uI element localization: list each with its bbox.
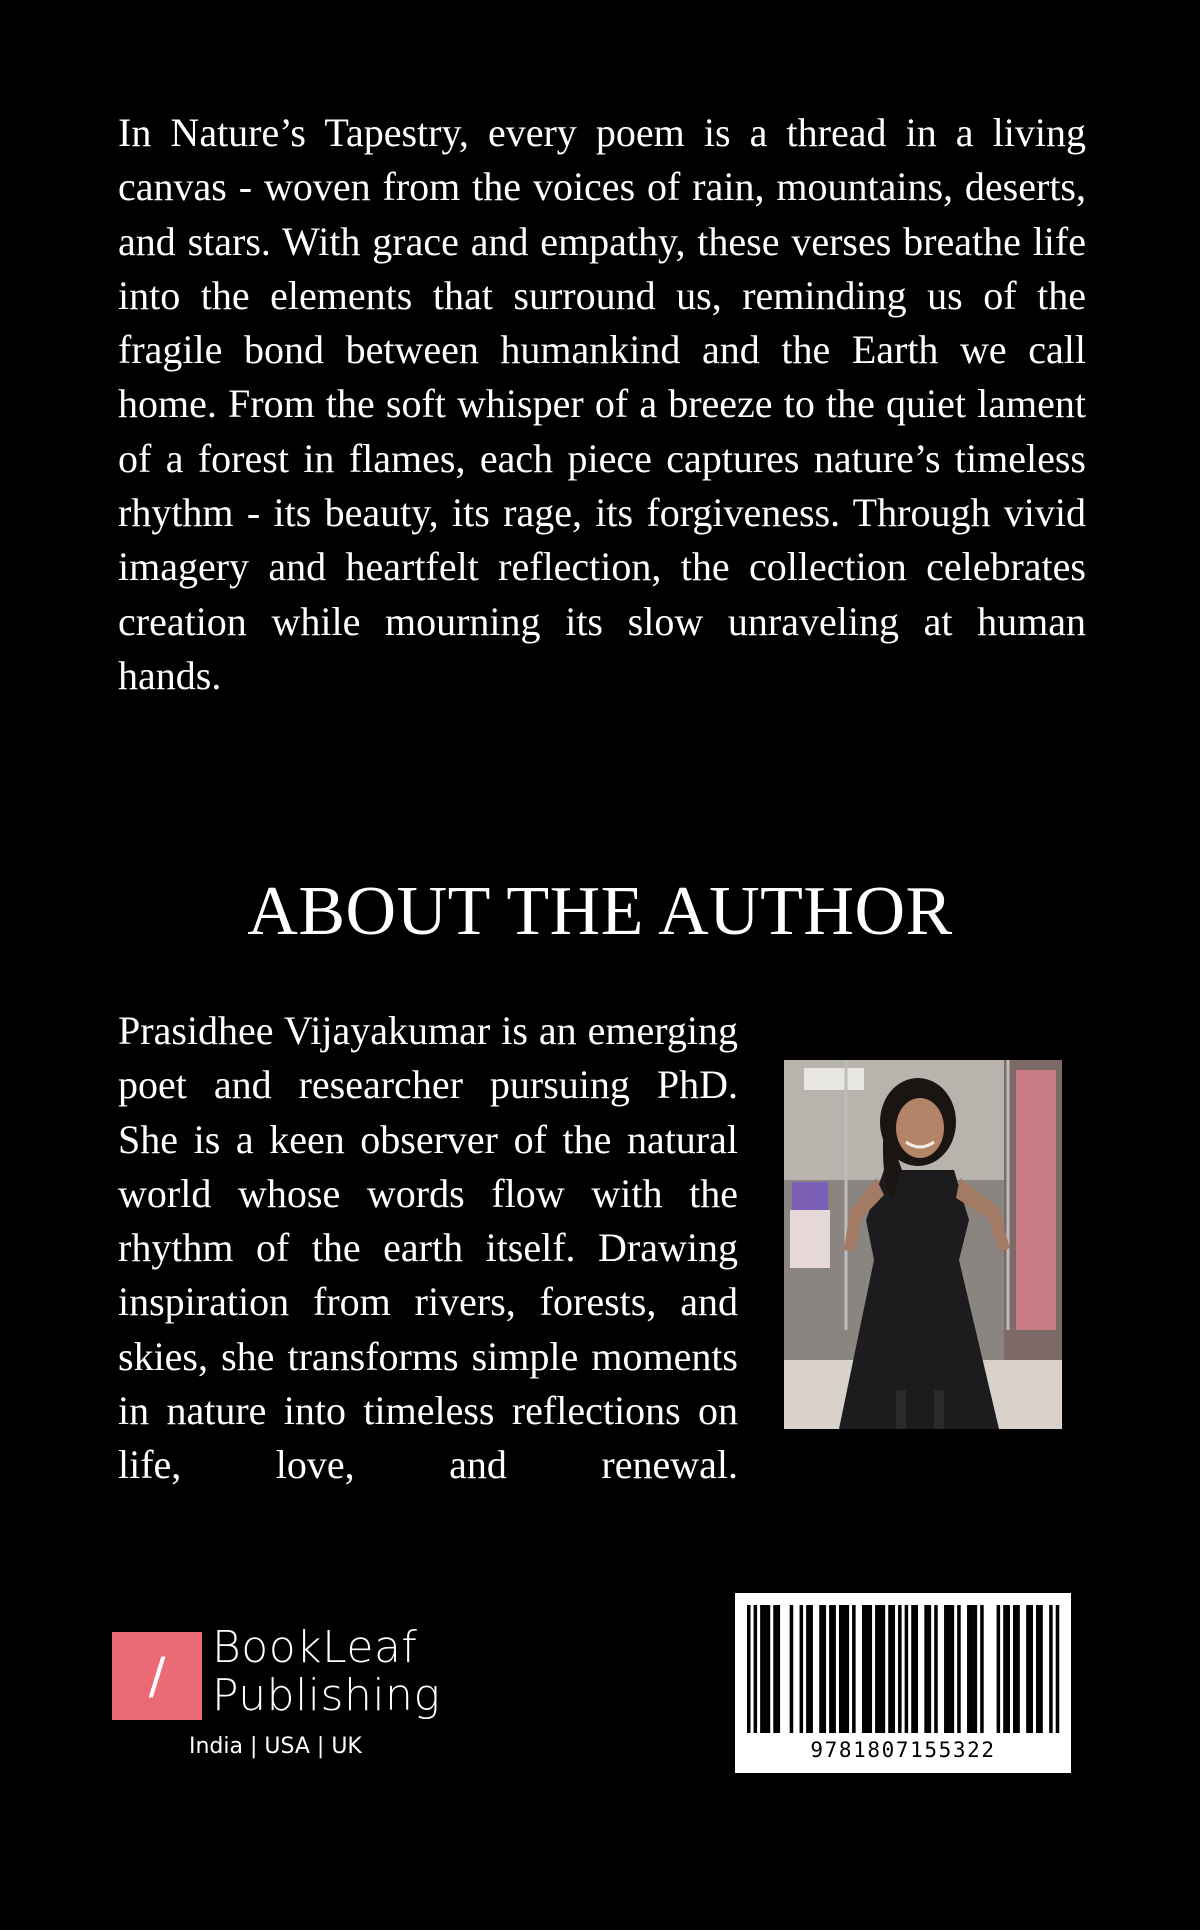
barcode-bar	[819, 1605, 823, 1733]
barcode-bar	[842, 1605, 846, 1733]
barcode-bar	[970, 1605, 974, 1733]
barcode-bar	[911, 1605, 915, 1733]
barcode-bar	[1006, 1605, 1010, 1733]
author-bio: Prasidhee Vijayakumar is an emerging poet and researcher pursuing PhD. She is a keen observer of the natural world whose words flow with the rhythm of the earth itself. Drawing inspiration from rivers, forests, and skies, she transforms simple moments in nature into timeless reflections on life, love, and renewal.	[118, 1008, 738, 1488]
barcode-bar	[928, 1605, 932, 1733]
barcode-bar	[754, 1605, 758, 1733]
barcode-bar	[888, 1605, 892, 1733]
isbn-number: 9781807155322	[810, 1738, 996, 1762]
barcode-bar	[1026, 1605, 1030, 1733]
barcode-bar	[832, 1605, 836, 1733]
barcode-bar	[974, 1605, 978, 1733]
barcode-bar	[823, 1605, 827, 1733]
publisher-regions: India | USA | UK	[189, 1734, 362, 1759]
barcode-bar	[1049, 1605, 1053, 1733]
barcode-bar	[1003, 1605, 1007, 1733]
barcode-bar	[1016, 1605, 1020, 1733]
barcode-bar	[790, 1605, 794, 1733]
barcode-bar	[882, 1605, 886, 1733]
barcode-bar	[1036, 1605, 1040, 1733]
author-photo	[784, 1060, 1062, 1429]
barcode-bar	[914, 1605, 918, 1733]
barcode-bar	[852, 1605, 856, 1733]
barcode-bar	[898, 1605, 902, 1733]
barcode-bar	[862, 1605, 866, 1733]
barcode-bar	[875, 1605, 879, 1733]
barcode-bar	[763, 1605, 767, 1733]
barcode-bar	[865, 1605, 869, 1733]
publisher-name-line2: Publishing	[212, 1670, 441, 1721]
barcode-bar	[924, 1605, 928, 1733]
barcode-bar	[997, 1605, 1001, 1733]
back-cover-blurb: In Nature’s Tapestry, every poem is a thread in a living canvas - woven from the voices of rain, mountains, deserts, and stars. With grace and empathy, these verses breathe life into the elements that surround us, reminding us of the fragile bond between humankind and the Earth we call home. From the soft whisper of a breeze to the quiet lament of a forest in flames, each piece captures nature’s timeless rhythm - its beauty, its rage, its forgiveness. Through vivid imagery and heartfelt reflection, the collection celebrates creation while mourning its slow unraveling at human hands.	[118, 110, 1086, 698]
barcode-bar	[839, 1605, 843, 1733]
barcode-bar	[957, 1605, 961, 1733]
publisher-logo-mark	[112, 1632, 202, 1720]
barcode-bar	[1013, 1605, 1017, 1733]
barcode-bar	[846, 1605, 850, 1733]
isbn-barcode	[735, 1593, 1071, 1773]
barcode-bar	[806, 1605, 810, 1733]
barcode-bar	[767, 1605, 771, 1733]
publisher-logo	[112, 1622, 452, 1770]
barcode-bar	[760, 1605, 764, 1733]
barcode-bar	[777, 1605, 781, 1733]
barcode-bar	[967, 1605, 971, 1733]
barcode-bar	[905, 1605, 909, 1733]
barcode-bar	[800, 1605, 804, 1733]
barcode-bar	[947, 1605, 951, 1733]
barcode-bar	[1039, 1605, 1043, 1733]
about-author-heading: ABOUT THE AUTHOR	[247, 873, 953, 950]
barcode-bar	[1029, 1605, 1033, 1733]
barcode-bar	[878, 1605, 882, 1733]
barcode-bar	[951, 1605, 955, 1733]
barcode-bar	[747, 1605, 751, 1733]
barcode-bar	[809, 1605, 813, 1733]
barcode-bar	[980, 1605, 984, 1733]
barcode-bar	[944, 1605, 948, 1733]
barcode-bar	[773, 1605, 777, 1733]
barcode-bar	[869, 1605, 873, 1733]
barcode-bar	[829, 1605, 833, 1733]
barcode-bar	[934, 1605, 938, 1733]
barcode-bar	[892, 1605, 896, 1733]
publisher-name-line1: BookLeaf	[212, 1622, 418, 1673]
barcode-bar	[1056, 1605, 1060, 1733]
slash-icon: /	[148, 1647, 166, 1705]
